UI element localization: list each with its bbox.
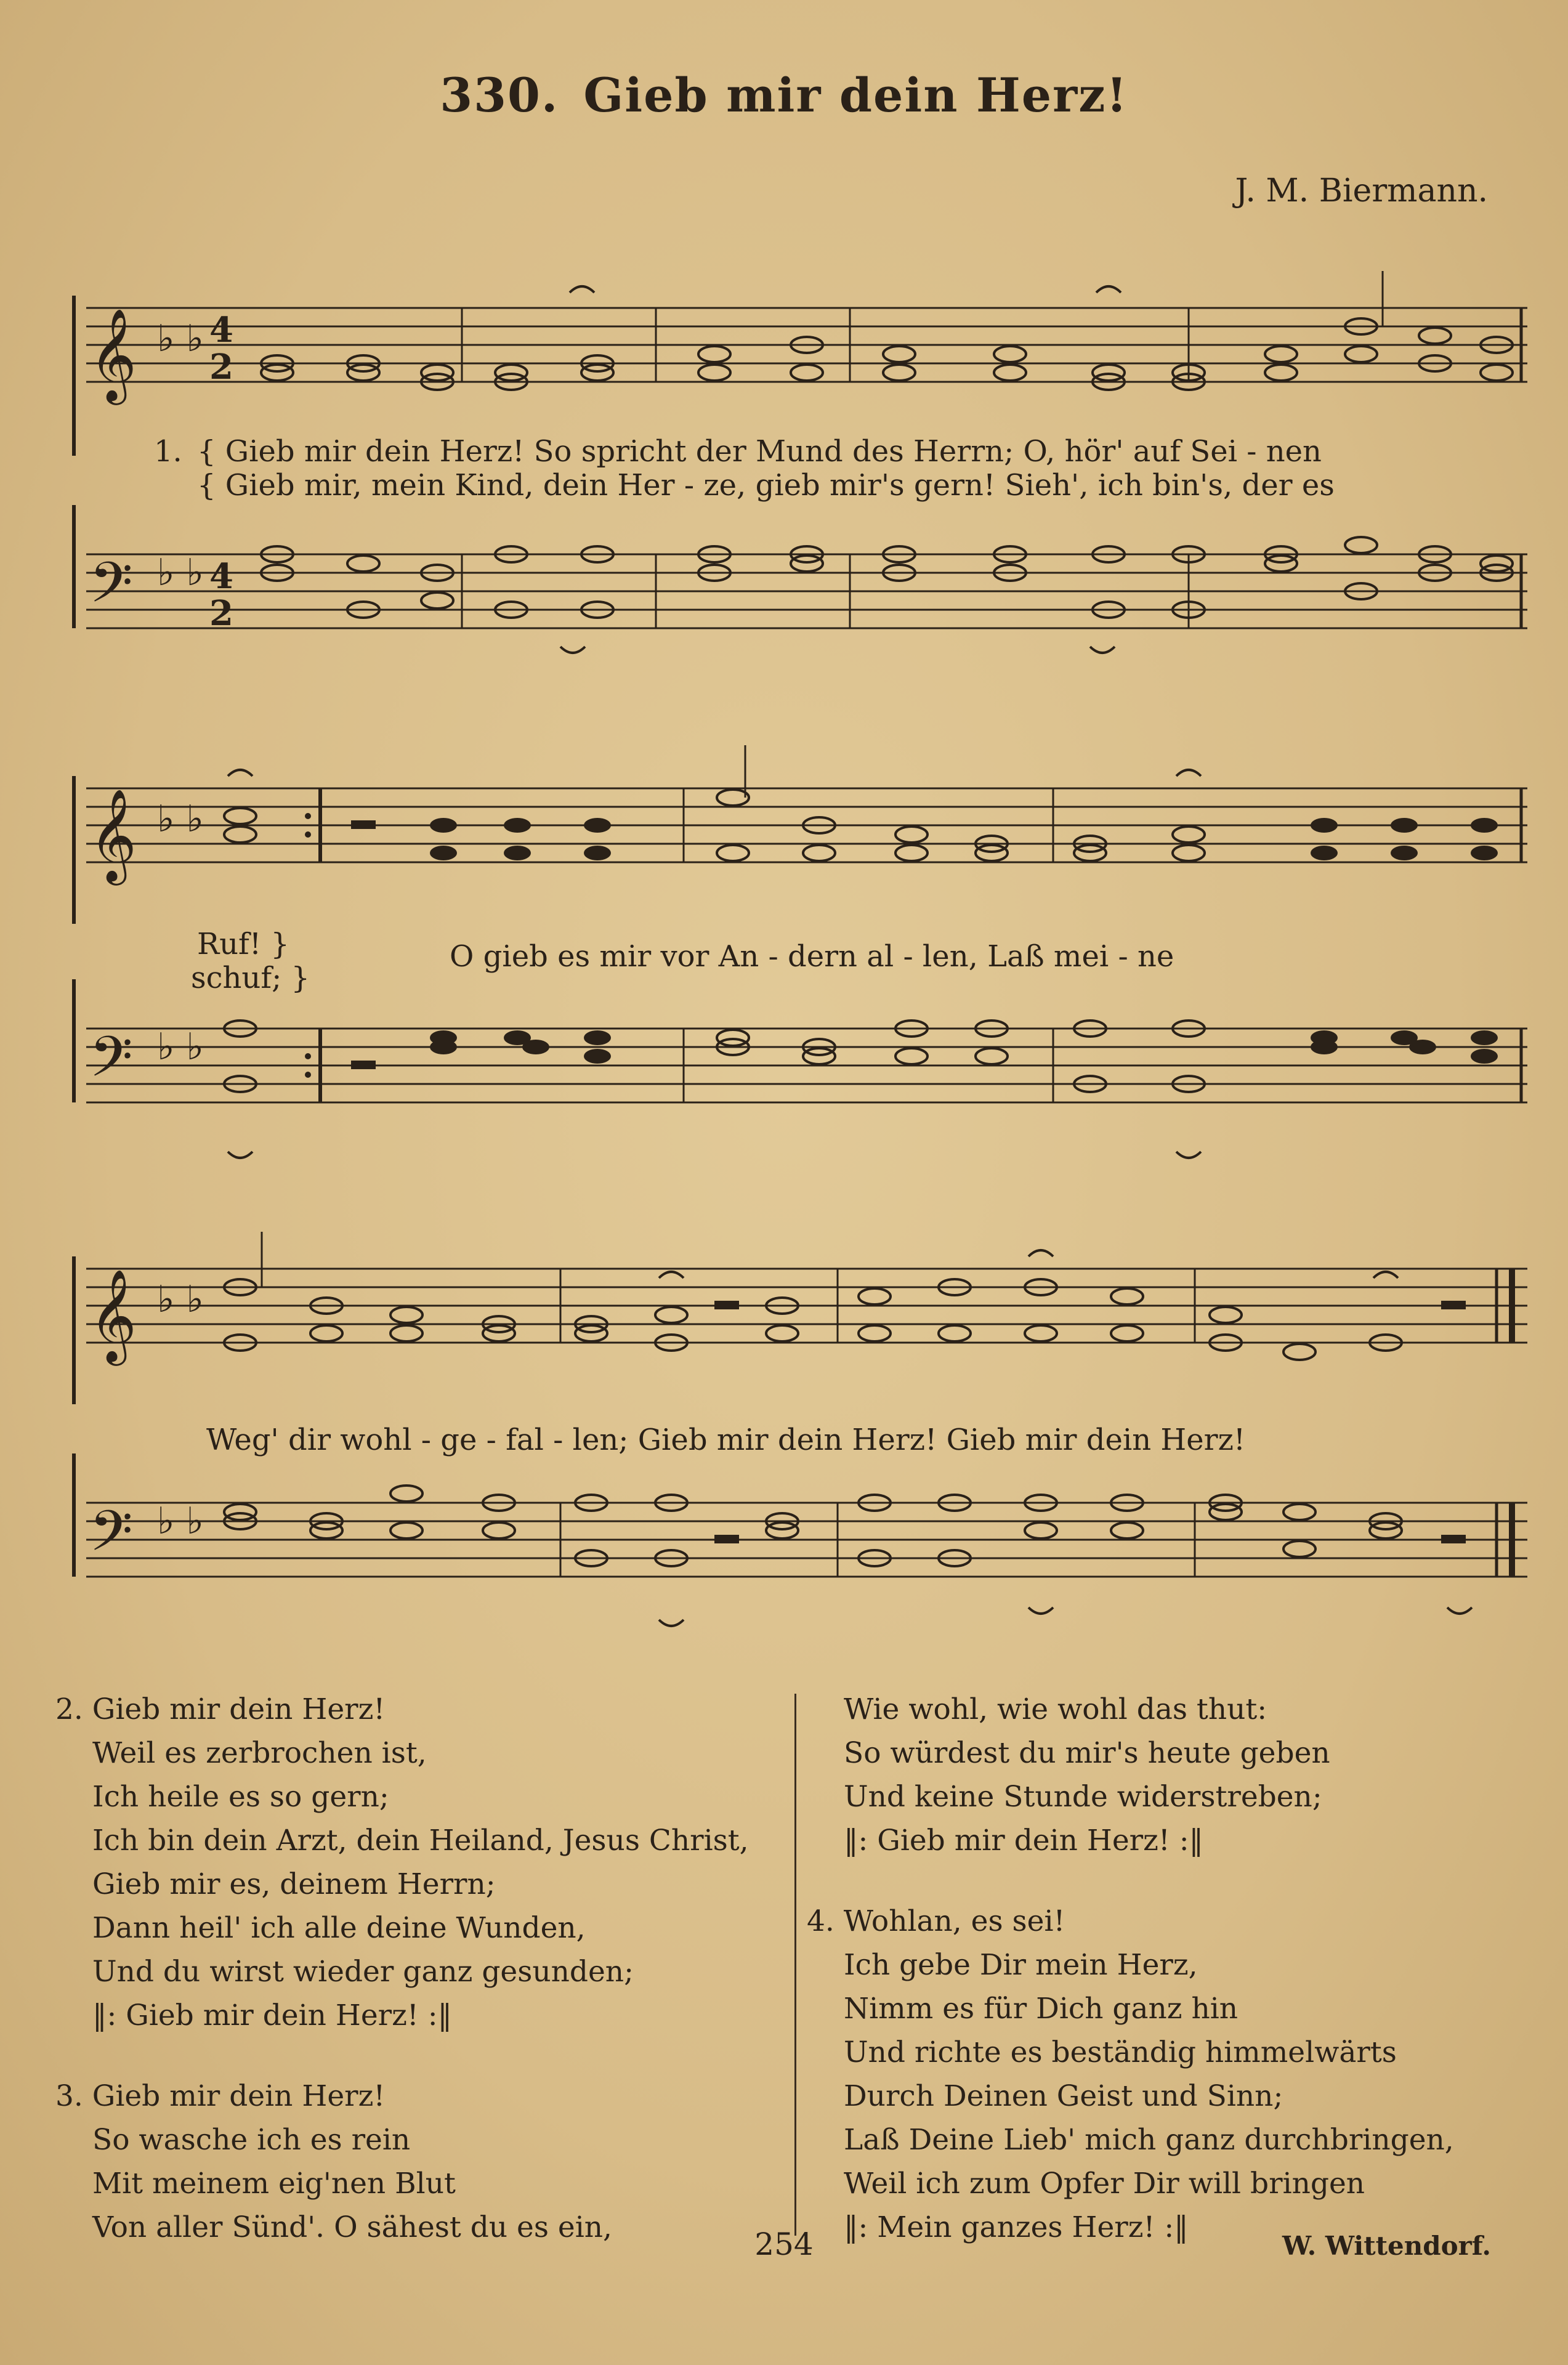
svg-text:♭ ♭: ♭ ♭ (157, 551, 204, 594)
svg-text:4: 4 (209, 556, 233, 597)
stanza-line: Weil ich zum Opfer Dir will bringen (844, 2167, 1365, 2201)
stanza-line: Gieb mir es, deinem Herrn; (92, 1867, 496, 1901)
svg-text:𝄢: 𝄢 (89, 1498, 133, 1577)
credit: W. Wittendorf. (1282, 2231, 1491, 2261)
svg-text:♭ ♭: ♭ ♭ (157, 1025, 204, 1069)
hymn-title-text: Gieb mir dein Herz! (583, 68, 1128, 123)
svg-text:𝄢: 𝄢 (89, 550, 133, 629)
stanza-line: Nimm es für Dich ganz hin (844, 1992, 1239, 2026)
svg-text:2: 2 (209, 593, 233, 634)
treble-staff-3 (68, 1219, 1527, 1404)
page-number: 254 (754, 2226, 814, 2262)
stanza-line: ‖: Mein ganzes Herz! :‖ (844, 2210, 1189, 2244)
lyric-line-3: Ruf! } (197, 927, 289, 961)
stanza-2 (55, 1688, 749, 2249)
composer: J. M. Biermann. (1235, 172, 1488, 209)
svg-text:𝄞: 𝄞 (89, 307, 137, 401)
bass-staff-1 (68, 505, 1527, 665)
stanza-line: Durch Deinen Geist und Sinn; (844, 2079, 1283, 2113)
bass-staff-2 (68, 979, 1527, 1170)
stanza-line: Und du wirst wieder ganz gesunden; (92, 1955, 634, 1989)
stanza-line: Von aller Sünd'. O sähest du es ein, (92, 2210, 612, 2244)
stanza-line: 4. Wohlan, es sei! (807, 1904, 1065, 1938)
column-divider (794, 1694, 796, 2236)
music-system-2-bass (68, 979, 1527, 1170)
music-system-1-bass (68, 505, 1527, 665)
bass-staff-3 (68, 1453, 1527, 1644)
stanza-line: Weil es zerbrochen ist, (92, 1736, 427, 1770)
svg-text:𝄢: 𝄢 (89, 1024, 133, 1103)
music-system-3-bass (68, 1453, 1527, 1644)
stanza-line: Ich heile es so gern; (92, 1780, 389, 1814)
stanza-line: So wasche ich es rein (92, 2123, 411, 2157)
stanza-line: 3. Gieb mir dein Herz! (55, 2079, 386, 2113)
stanza-line: Dann heil' ich alle deine Wunden, (92, 1911, 586, 1945)
stanza-line: Und richte es beständig himmelwärts (844, 2036, 1397, 2069)
svg-text:♭ ♭: ♭ ♭ (157, 1278, 204, 1321)
verse-number: 1. (154, 434, 182, 469)
svg-text:4: 4 (209, 310, 233, 350)
hymn-number: 330. (440, 68, 559, 123)
lyric-line-5: O gieb es mir vor An - dern al - len, Laß mei - ne (450, 939, 1174, 974)
stanza-line: 2. Gieb mir dein Herz! (55, 1692, 386, 1726)
lyric-line-6: Weg' dir wohl - ge - fal - len; Gieb mir dein Herz! Gieb mir dein Herz! (206, 1423, 1246, 1457)
lyric-line-2: { Gieb mir, mein Kind, dein Her - ze, gieb mir's gern! Sieh', ich bin's, der es (197, 468, 1335, 503)
svg-text:♭ ♭: ♭ ♭ (157, 798, 204, 841)
svg-text:♭ ♭: ♭ ♭ (157, 1500, 204, 1543)
music-system-2 (68, 739, 1527, 924)
music-system-3 (68, 1219, 1527, 1404)
svg-text:♭ ♭: ♭ ♭ (157, 317, 204, 360)
svg-text:𝄞: 𝄞 (89, 1268, 137, 1362)
stanza-line: Laß Deine Lieb' mich ganz durchbringen, (844, 2123, 1454, 2157)
hymn-title (0, 68, 1568, 123)
treble-staff-1 (68, 259, 1527, 456)
lyric-line-4: schuf; } (191, 961, 310, 995)
svg-text:𝄞: 𝄞 (89, 788, 137, 881)
stanza-line: Und keine Stunde widerstreben; (844, 1780, 1322, 1814)
stanza-line: So würdest du mir's heute geben (844, 1736, 1330, 1770)
stanza-line: ‖: Gieb mir dein Herz! :‖ (92, 1999, 453, 2032)
lyric-line-1: { Gieb mir dein Herz! So spricht der Mund des Herrn; O, hör' auf Sei - nen (197, 434, 1322, 469)
stanza-line: Ich gebe Dir mein Herz, (844, 1948, 1198, 1982)
music-system-1 (68, 259, 1527, 456)
stanza-line: Ich bin dein Arzt, dein Heiland, Jesus Christ, (92, 1824, 749, 1858)
stanza-line: ‖: Gieb mir dein Herz! :‖ (844, 1824, 1204, 1858)
stanza-3-continued (807, 1688, 1454, 2249)
svg-text:2: 2 (209, 347, 233, 387)
treble-staff-2 (68, 739, 1527, 924)
stanza-line: Mit meinem eig'nen Blut (92, 2167, 456, 2201)
stanza-line: Wie wohl, wie wohl das thut: (844, 1692, 1267, 1726)
